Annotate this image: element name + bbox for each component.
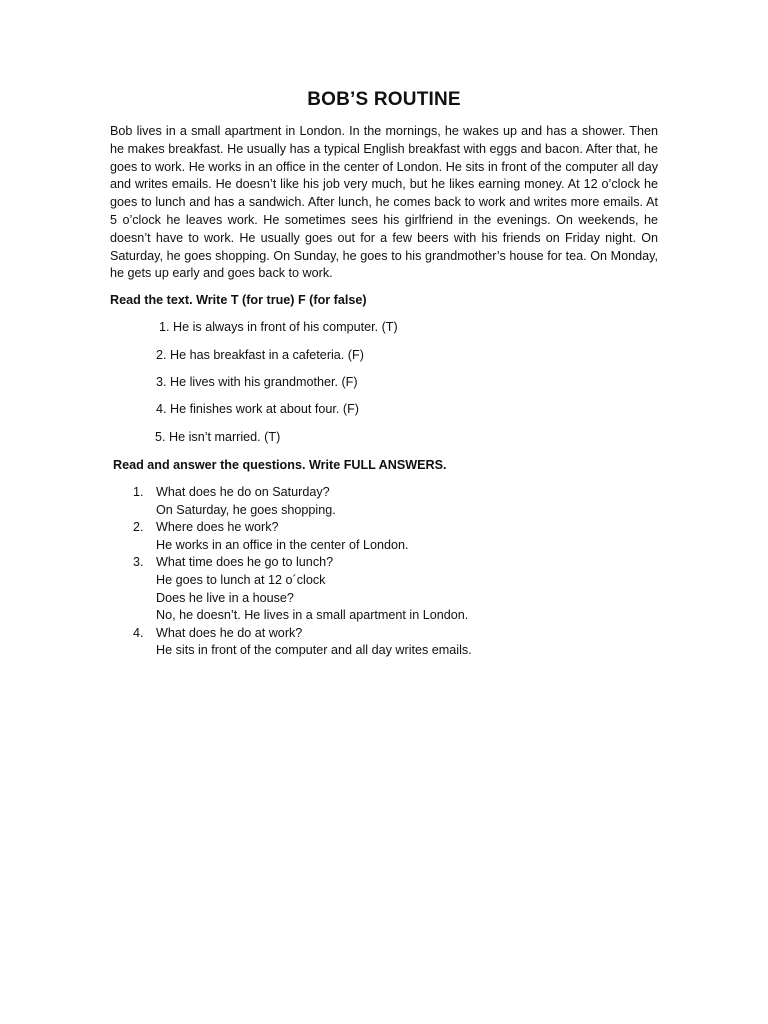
true-false-heading: Read the text. Write T (for true) F (for false): [110, 293, 367, 307]
question-item-3: [133, 554, 633, 624]
question-number: 1.: [133, 485, 144, 499]
true-false-item-1: 1. He is always in front of his computer. (T): [159, 320, 398, 334]
document-title: BOB’S ROUTINE: [307, 89, 461, 110]
true-false-item-3: 3. He lives with his grandmother. (F): [156, 375, 358, 389]
answer-text: On Saturday, he goes shopping.: [156, 502, 336, 517]
story-paragraph: Bob lives in a small apartment in London. In the mornings, he wakes up and has a shower. Then he makes breakfast. He usually has a typical English breakfast with eggs and bacon. After that, he goes to work. He works in an office in the center of London. He sits in front of the computer all day and writes emails. He doesn’t like his job very much, but he likes earning money. At 12 o’clock he goes to lunch and has a sandwich. After lunch, he comes back to work and writes more emails. At 5 o’clock he leaves work. He sometimes sees his girlfriend in the evenings. On weekends, he doesn’t have to work. He usually goes out for a few beers with his friends on Friday night. On Saturday, he goes shopping. On Sunday, he goes to his grandmother’s house for tea. On Monday, he gets up early and goes back to work.: [110, 124, 658, 281]
question-text: What time does he go to lunch?: [156, 555, 334, 570]
true-false-item-5: 5. He isn’t married. (T): [155, 430, 281, 444]
questions-list: [133, 484, 633, 660]
question-text: What does he do at work?: [156, 625, 303, 640]
question-item-1: [133, 484, 633, 519]
question-item-2: [133, 519, 633, 554]
question-text: What does he do on Saturday?: [156, 485, 330, 499]
question-number: 2.: [133, 520, 144, 535]
question-item-4: [133, 625, 633, 660]
questions-heading: Read and answer the questions. Write FULL ANSWERS.: [113, 458, 447, 472]
answer-text: He sits in front of the computer and all day writes emails.: [156, 643, 472, 658]
true-false-item-4: 4. He finishes work at about four. (F): [156, 402, 359, 416]
true-false-item-2: 2. He has breakfast in a cafeteria. (F): [156, 348, 364, 362]
answer-text: He goes to lunch at 12 o´clock: [156, 572, 326, 587]
answer-text: He works in an office in the center of London.: [156, 537, 409, 552]
question-number: 3.: [133, 555, 144, 570]
question-number: 4.: [133, 625, 144, 640]
question-text: Does he live in a house?: [156, 590, 294, 605]
answer-text: No, he doesn’t. He lives in a small apartment in London.: [156, 608, 469, 623]
question-text: Where does he work?: [156, 520, 279, 535]
